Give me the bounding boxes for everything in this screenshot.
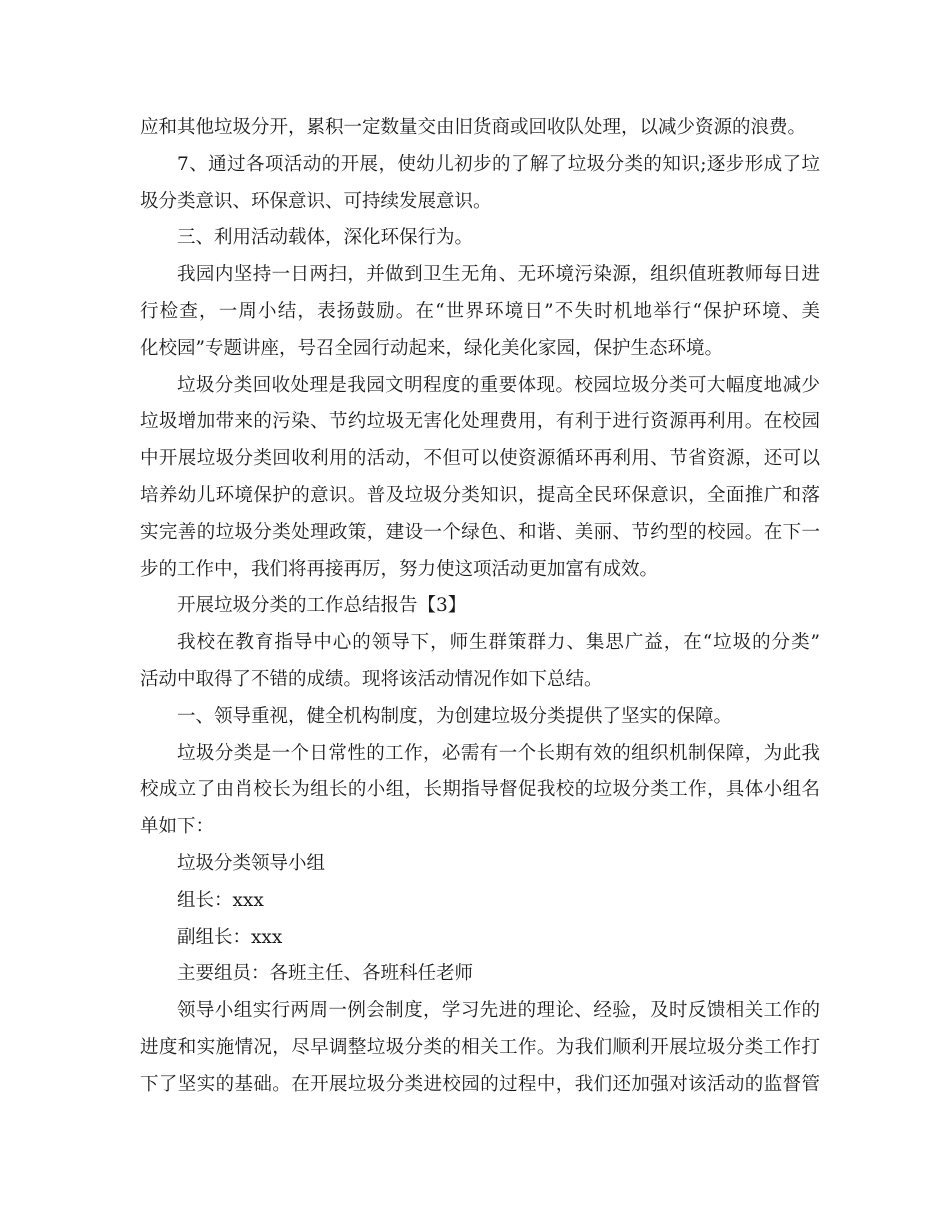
paragraph-p14 (140, 993, 820, 1103)
paragraph-p10 (140, 846, 820, 883)
text-line: 行检查，一周小结，表扬鼓励。在“世界环境日”不失时机地举行“保护环境、美 (140, 300, 820, 322)
paragraph-p11 (140, 883, 820, 920)
text-line: 活动中取得了不错的成绩。现将该活动情况作如下总结。 (140, 668, 603, 690)
text-line: 主要组员：各班主任、各班科任老师 (177, 963, 474, 985)
text-line: 垃圾分类是一个日常性的工作，必需有一个长期有效的组织机制保障，为此我 (177, 742, 820, 764)
document-body (140, 110, 820, 1104)
text-line: 步的工作中，我们将再接再厉，努力使这项活动更加富有成效。 (140, 558, 659, 580)
text-line: 我园内坚持一日两扫，并做到卫生无角、无环境污染源，组织值班教师每日进 (177, 264, 820, 286)
paragraph-p3 (140, 220, 820, 257)
paragraph-p13 (140, 956, 820, 993)
text-line: 圾分类意识、环保意识、可持续发展意识。 (140, 190, 492, 212)
text-line: 组长：xxx (177, 889, 264, 911)
text-line: 应和其他垃圾分开，累积一定数量交由旧货商或回收队处理，以减少资源的浪费。 (140, 117, 807, 138)
paragraph-p9 (140, 736, 820, 846)
text-line: 中开展垃圾分类回收利用的活动，不但可以使资源循环再利用、节省资源，还可以 (140, 448, 820, 470)
text-line: 下了坚实的基础。在开展垃圾分类进校园的过程中，我们还加强对该活动的监督管 (140, 1073, 820, 1095)
paragraph-p4 (140, 257, 820, 367)
text-line: 垃圾增加带来的污染、节约垃圾无害化处理费用，有利于进行资源再利用。在校园 (140, 411, 820, 433)
text-line: 我校在教育指导中心的领导下，师生群策群力、集思广益，在“垃圾的分类” (177, 632, 820, 654)
text-line: 单如下： (140, 816, 215, 838)
text-line: 垃圾分类回收处理是我园文明程度的重要体现。校园垃圾分类可大幅度地减少 (177, 374, 820, 396)
paragraph-p5 (140, 368, 820, 589)
text-line: 校成立了由肖校长为组长的小组，长期指导督促我校的垃圾分类工作，具体小组名 (140, 779, 820, 801)
text-line: 开展垃圾分类的工作总结报告【3】 (177, 595, 467, 617)
paragraph-p6 (140, 588, 820, 625)
text-line: 化校园”专题讲座，号召全园行动起来，绿化美化家园，保护生态环境。 (140, 337, 723, 359)
text-line: 进度和实施情况，尽早调整垃圾分类的相关工作。为我们顺利开展垃圾分类工作打 (140, 1036, 820, 1058)
text-line: 7、通过各项活动的开展，使幼儿初步的了解了垃圾分类的知识;逐步形成了垃 (177, 153, 820, 175)
text-line: 一、领导重视，健全机构制度，为创建垃圾分类提供了坚实的保障。 (177, 705, 733, 727)
text-line: 培养幼儿环境保护的意识。普及垃圾分类知识，提高全民环保意识，全面推广和落 (140, 484, 820, 506)
text-line: 垃圾分类领导小组 (177, 852, 326, 874)
text-line: 三、利用活动载体，深化环保行为。 (177, 227, 474, 249)
paragraph-p7 (140, 625, 820, 699)
text-line: 实完善的垃圾分类处理政策，建设一个绿色、和谐、美丽、节约型的校园。在下一 (140, 521, 820, 543)
paragraph-p1 (140, 110, 820, 147)
text-line: 领导小组实行两周一例会制度，学习先进的理论、经验，及时反馈相关工作的 (177, 1000, 820, 1022)
paragraph-p8 (140, 699, 820, 736)
paragraph-p2 (140, 147, 820, 221)
text-line: 副组长：xxx (177, 926, 283, 948)
paragraph-p12 (140, 920, 820, 957)
